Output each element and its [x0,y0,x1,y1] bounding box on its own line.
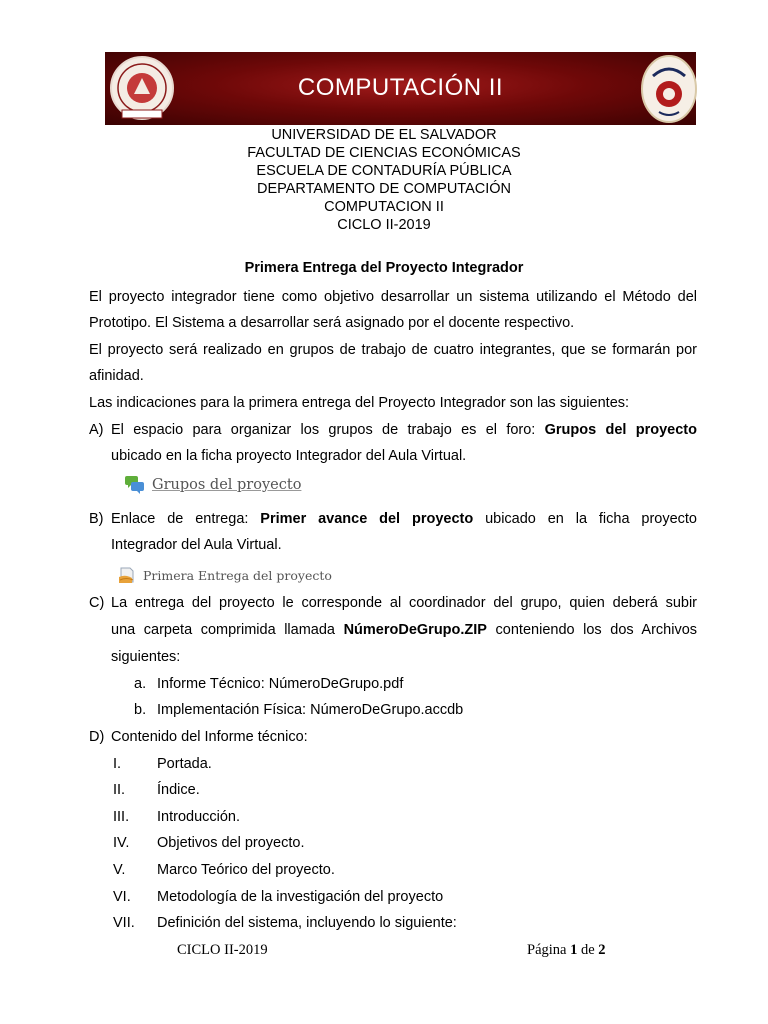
item-a-line1 [111,417,697,444]
faculty-seal-logo [641,54,697,124]
report-item-text: Índice. [157,782,200,798]
header-line-cycle: CICLO II-2019 [337,217,431,233]
intro-p2-line2: afinidad. [89,368,144,384]
course-banner [105,52,696,125]
sub-item-b-text: Implementación Física: NúmeroDeGrupo.accdb [157,702,464,718]
header-line-department: DEPARTAMENTO DE COMPUTACIÓN [256,181,512,197]
forum-icon [124,474,146,496]
intro-p3: Las indicaciones para la primera entrega del Proyecto Integrador son las siguientes: [89,395,630,411]
assignment-link[interactable] [117,565,332,585]
item-a-label: A) [89,422,104,438]
item-b-post: ubicado en la ficha proyecto [473,511,697,527]
item-c-line2 [111,617,697,644]
banner-title: COMPUTACIÓN II [297,74,504,101]
item-a-bold: Grupos del proyecto [544,422,697,438]
header-line-faculty: FACULTAD DE CIENCIAS ECONÓMICAS [247,145,521,161]
sub-item-a-text: Informe Técnico: NúmeroDeGrupo.pdf [157,676,404,692]
footer-page-current: 1 [570,942,578,958]
report-item-num: V. [113,862,126,878]
item-c-line3: siguientes: [111,649,181,665]
report-item-text: Definición del sistema, incluyendo lo siguiente: [157,915,457,931]
report-item-num: I. [113,756,122,772]
report-item-text: Introducción. [157,809,241,825]
item-d-label: D) [89,729,105,745]
item-b-bold: Primer avance del proyecto [260,511,474,527]
sub-item-a-label: a. [134,676,147,692]
item-c-pre: una carpeta comprimida llamada [111,622,344,638]
item-a-line2: ubicado en la ficha proyecto Integrador del Aula Virtual. [111,448,467,464]
item-c-bold: NúmeroDeGrupo.ZIP [343,622,487,638]
sub-item-b-label: b. [134,702,147,718]
assignment-icon [117,565,137,585]
intro-p2-line1: El proyecto será realizado en grupos de trabajo de cuatro integrantes, que se formarán por [89,342,697,358]
footer-cycle: CICLO II-2019 [177,942,268,958]
item-b-pre: Enlace de entrega: [111,511,261,527]
item-b-label: B) [89,511,104,527]
item-c-label: C) [89,595,105,611]
item-c-post: conteniendo los dos Archivos [486,622,698,638]
report-item-text: Objetivos del proyecto. [157,835,305,851]
item-d-text: Contenido del Informe técnico: [111,729,308,745]
report-item-text: Portada. [157,756,212,772]
header-line-university: UNIVERSIDAD DE EL SALVADOR [271,127,497,143]
footer-page-number [527,942,606,959]
report-item-num: IV. [113,835,130,851]
header-line-school: ESCUELA DE CONTADURÍA PÚBLICA [256,163,512,179]
footer-of-word: de [577,942,599,958]
report-item-text: Marco Teórico del proyecto. [157,862,335,878]
report-item-num: II. [113,782,126,798]
assignment-link-text[interactable]: Primera Entrega del proyecto [143,567,332,583]
item-b-line1 [111,506,697,533]
footer-page-word: Página [527,942,571,958]
institution-header [0,126,768,234]
report-item-num: III. [113,809,130,825]
document-title: Primera Entrega del Proyecto Integrador [244,260,524,276]
item-a-text: El espacio para organizar los grupos de trabajo es el foro: [111,422,545,438]
header-line-course: COMPUTACION II [324,199,444,215]
report-item-num: VII. [113,915,135,931]
forum-link-text[interactable]: Grupos del proyecto [152,477,302,493]
intro-p1-line2: Prototipo. El Sistema a desarrollar será asignado por el docente respectivo. [89,315,575,331]
item-b-line2: Integrador del Aula Virtual. [111,537,282,553]
report-item-num: VI. [113,889,131,905]
intro-p1-line1: El proyecto integrador tiene como objetivo desarrollar un sistema utilizando el Método del [89,289,697,305]
forum-link[interactable] [124,474,301,496]
report-item-text: Metodología de la investigación del proyecto [157,889,444,905]
footer-page-total: 2 [598,942,606,958]
item-c-line1: La entrega del proyecto le corresponde al coordinador del grupo, quien deberá subir [111,595,697,611]
